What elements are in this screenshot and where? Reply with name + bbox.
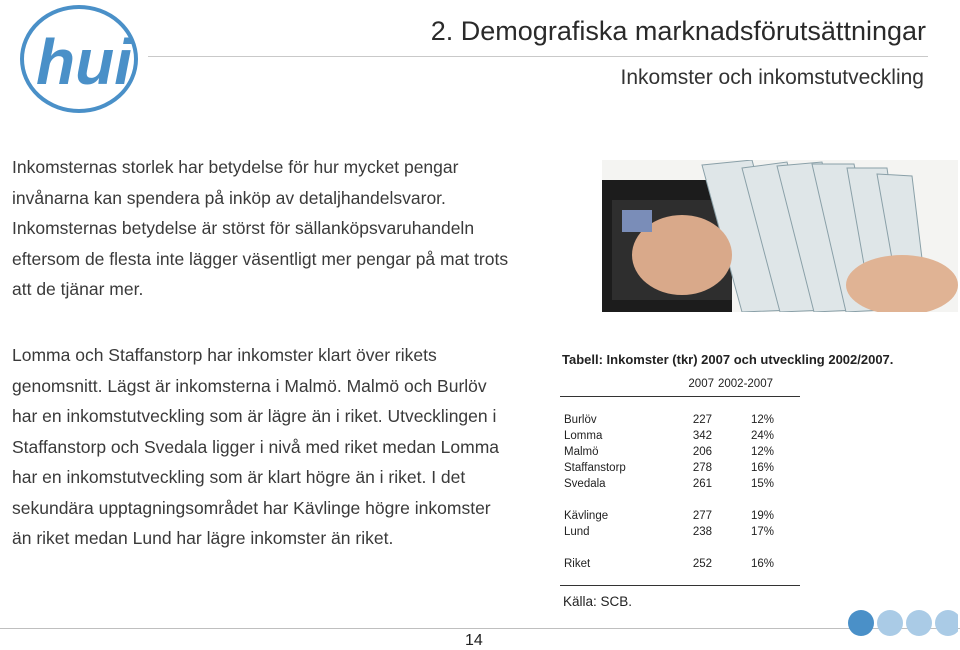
table-row: Lund 238 17% bbox=[564, 526, 774, 538]
table-row: Kävlinge 277 19% bbox=[564, 510, 774, 522]
footer-divider bbox=[0, 628, 960, 629]
svg-text:hui: hui bbox=[36, 26, 132, 98]
header-2007: 2007 bbox=[688, 378, 714, 390]
header-2002-2007: 2002-2007 bbox=[718, 378, 773, 390]
header-divider bbox=[148, 56, 928, 57]
decorative-dots bbox=[846, 609, 958, 639]
table-row: Lomma 342 24% bbox=[564, 430, 774, 442]
table-row: Burlöv 227 12% bbox=[564, 414, 774, 426]
table-source: Källa: SCB. bbox=[563, 594, 633, 609]
hui-logo bbox=[18, 4, 140, 114]
table-caption: Tabell: Inkomster (tkr) 2007 och utveckling 2002/2007. bbox=[562, 352, 894, 367]
income-table bbox=[560, 374, 800, 586]
table-bottom-rule bbox=[560, 585, 800, 586]
analysis-paragraph: Lomma och Staffanstorp har inkomster klart över rikets genomsnitt. Lägst är inkomsterna i Malmö. Malmö och Burlöv har en inkomstutveckling som är lägre än i riket. Utvecklingen i Staffanstorp och Svedala ligger i nivå med riket medan Lomma har en inkomstutveckling som är klart högre än i riket. I det sekundära upptagningsområdet har Kävlinge högre inkomster än riket medan Lund har lägre inkomster än riket. bbox=[12, 345, 500, 548]
table-row-total: Riket 252 16% bbox=[564, 558, 774, 570]
page-subtitle: Inkomster och inkomstutveckling bbox=[620, 66, 924, 89]
table-row: Svedala 261 15% bbox=[564, 478, 774, 490]
table-row: Malmö 206 12% bbox=[564, 446, 774, 458]
table-header bbox=[560, 374, 800, 397]
wallet-money-photo bbox=[602, 160, 958, 312]
page-title: 2. Demografiska marknadsförutsättningar bbox=[430, 16, 926, 46]
table-row: Staffanstorp 278 16% bbox=[564, 462, 774, 474]
intro-paragraph: Inkomsternas storlek har betydelse för hur mycket pengar invånarna kan spendera på inköp av detaljhandelsvaror. Inkomsternas betydelse är störst för sällanköpsvaruhandeln eftersom de flesta inte lägger väsentligt mer pengar på mat trots att de tjänar mer. bbox=[12, 157, 509, 299]
page-number: 14 bbox=[465, 632, 483, 649]
